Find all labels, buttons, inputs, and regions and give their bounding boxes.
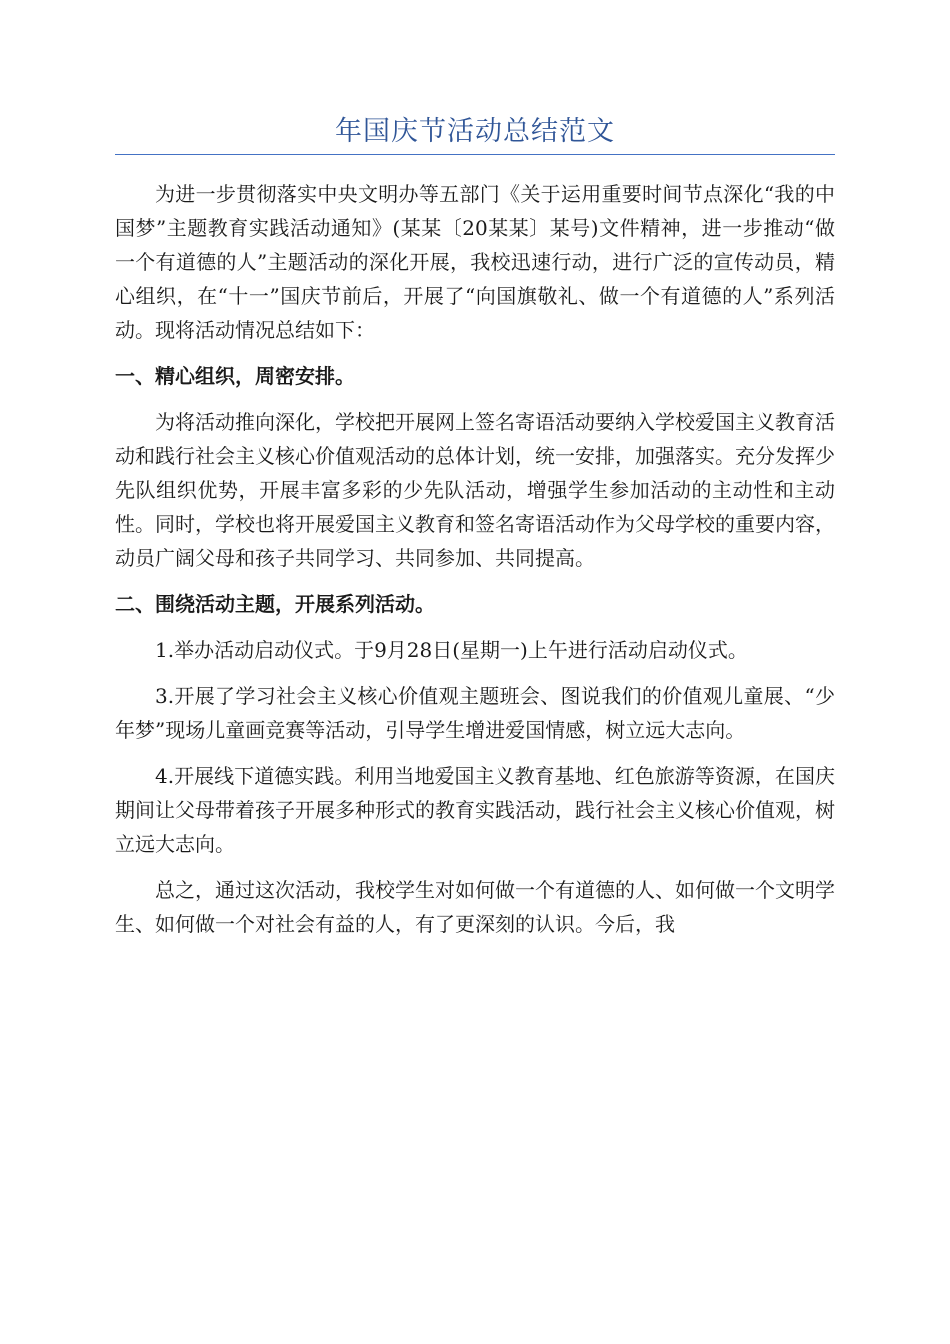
section-2-item-3: 3.开展了学习社会主义核心价值观主题班会、图说我们的价值观儿童展、“少年梦”现场儿童画竞赛等活动，引导学生增进爱国情感，树立远大志向。 (115, 684, 835, 742)
section-2-heading: 二、围绕活动主题，开展系列活动。 (115, 592, 435, 616)
page-title: 年国庆节活动总结范文 (335, 116, 615, 147)
section-2-item-1: 1.举办活动启动仪式。于9月28日(星期一)上午进行活动启动仪式。 (155, 638, 748, 662)
section-1-heading: 一、精心组织，周密安排。 (115, 364, 355, 388)
section-1-paragraph: 为将活动推向深化，学校把开展网上签名寄语活动要纳入学校爱国主义教育活动和践行社会主义核心价值观活动的总体计划，统一安排，加强落实。充分发挥少先队组织优势，开展丰富多彩的少先队活动，增强学生参加活动的主动性和主动性。同时，学校也将开展爱国主义教育和签名寄语活动作为父母学校的重要内容，动员广阔父母和孩子共同学习、共同参加、共同提高。 (115, 410, 835, 570)
conclusion-paragraph: 总之，通过这次活动，我校学生对如何做一个有道德的人、如何做一个文明学生、如何做一个对社会有益的人，有了更深刻的认识。今后，我 (115, 878, 835, 936)
document-body (115, 177, 835, 953)
title-underline (115, 154, 835, 155)
section-2-item-4: 4.开展线下道德实践。利用当地爱国主义教育基地、红色旅游等资源，在国庆期间让父母带着孩子开展多种形式的教育实践活动，践行社会主义核心价值观，树立远大志向。 (115, 764, 835, 856)
intro-paragraph: 为进一步贯彻落实中央文明办等五部门《关于运用重要时间节点深化“我的中国梦”主题教育实践活动通知》(某某〔20某某〕某号)文件精神，进一步推动“做一个有道德的人”主题活动的深化开展，我校迅速行动，进行广泛的宣传动员，精心组织，在“十一”国庆节前后，开展了“向国旗敬礼、做一个有道德的人”系列活动。现将活动情况总结如下： (115, 182, 835, 342)
